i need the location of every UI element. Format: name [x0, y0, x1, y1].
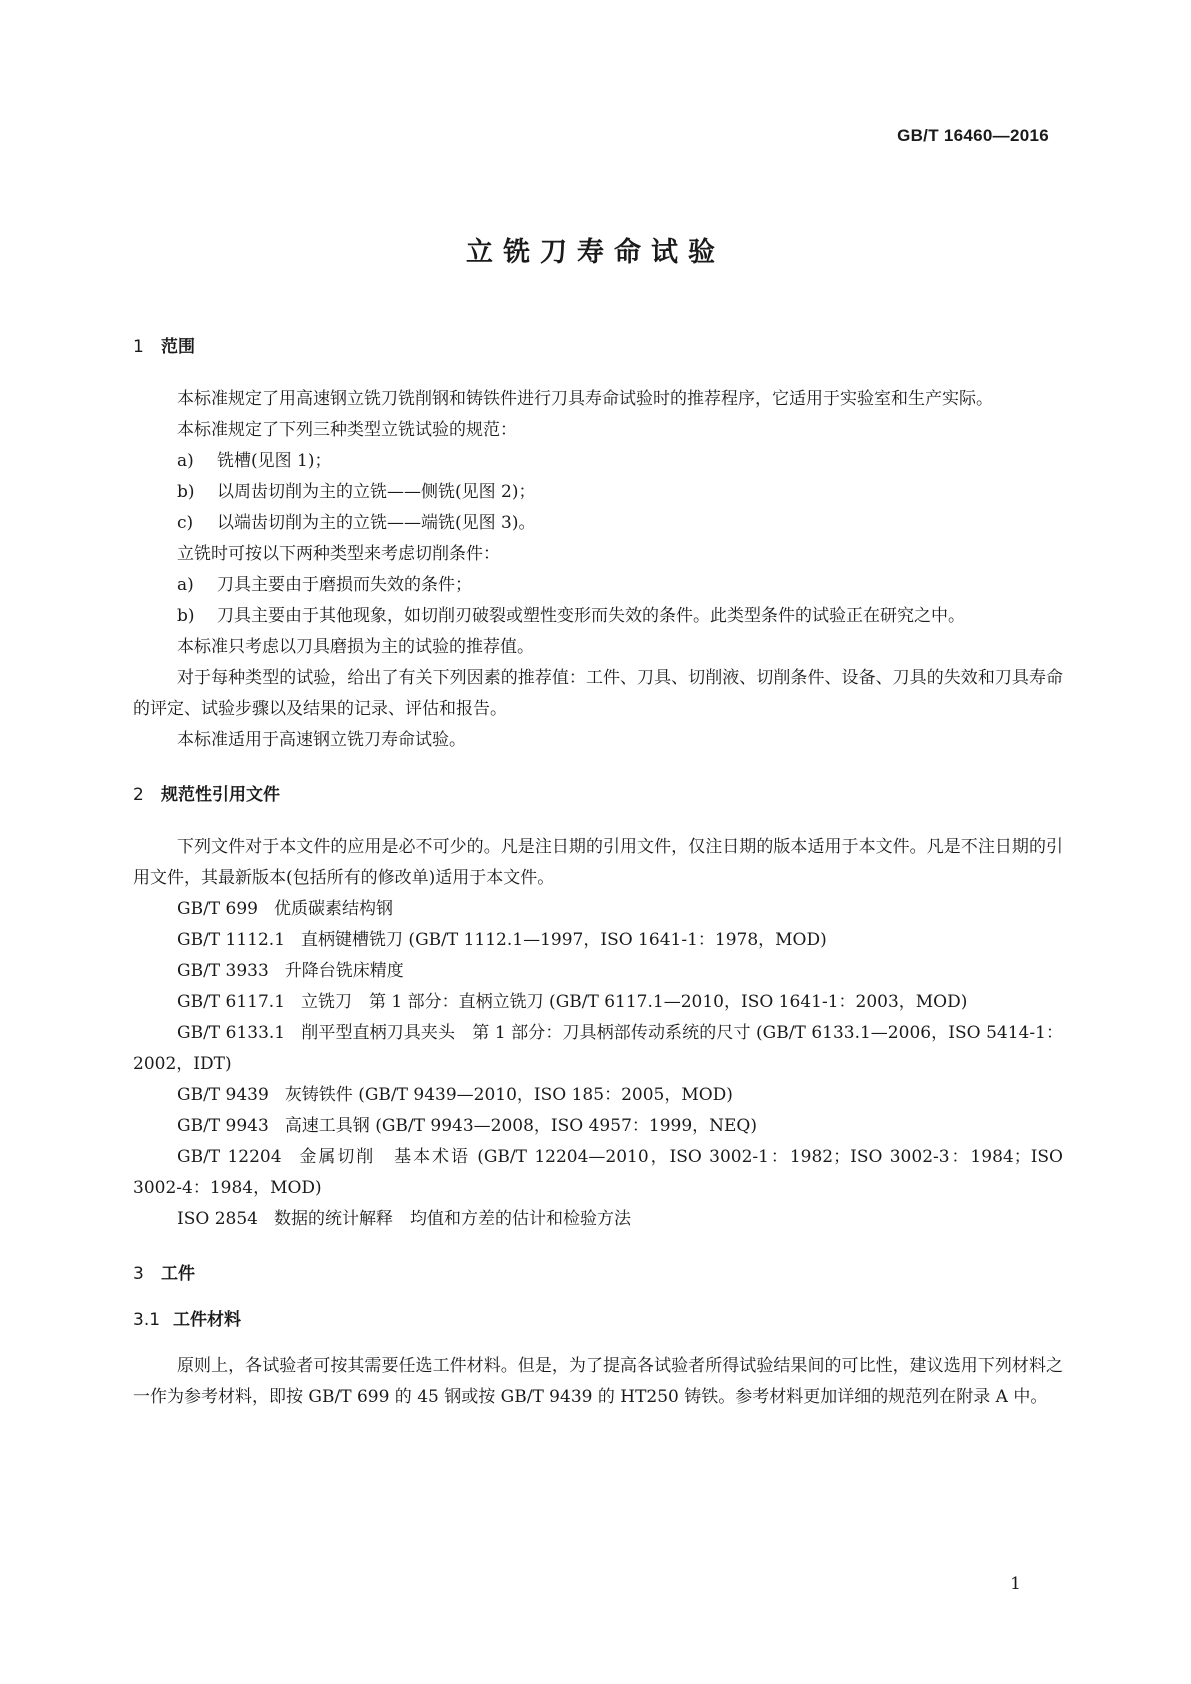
- reference-item: [133, 1018, 1063, 1080]
- reference-item: [133, 925, 1063, 956]
- subsection-title: 工件材料: [173, 1310, 241, 1330]
- reference-text: 高速工具钢 (GB/T 9943—2008，ISO 4957：1999，NEQ): [284, 1116, 758, 1136]
- list-marker: c): [177, 513, 194, 533]
- reference-text: 削平型直柄刀具夹头 第 1 部分：刀具柄部传动系统的尺寸 (GB/T 6133.1—2006，ISO 5414-1：2002，IDT): [133, 1023, 1063, 1074]
- list-marker: b): [177, 482, 195, 502]
- reference-code: GB/T 6133.1: [177, 1023, 286, 1043]
- subsection-3-1-heading: [133, 1303, 1063, 1337]
- list-item-text: 刀具主要由于磨损而失效的条件；: [217, 575, 472, 595]
- paragraph: 本标准规定了下列三种类型立铣试验的规范：: [177, 420, 517, 440]
- standard-code: GB/T 16460—2016: [897, 126, 1049, 145]
- list-item: [133, 446, 1063, 477]
- section-number: 1: [133, 337, 144, 357]
- reference-item: [133, 1204, 1063, 1235]
- section-title: 规范性引用文件: [161, 785, 280, 805]
- reference-text: 升降台铣床精度: [284, 961, 404, 981]
- reference-item: [133, 987, 1063, 1018]
- list-item: [133, 477, 1063, 508]
- section-1-heading: [133, 330, 1063, 364]
- reference-item: [133, 894, 1063, 925]
- reference-text: 数据的统计解释 均值和方差的估计和检验方法: [273, 1209, 631, 1229]
- section-3-heading: [133, 1257, 1063, 1291]
- reference-code: GB/T 12204: [177, 1147, 282, 1167]
- list-marker: b): [177, 606, 195, 626]
- reference-item: [133, 1142, 1063, 1204]
- reference-item: [133, 956, 1063, 987]
- paragraph: 本标准规定了用高速钢立铣刀铣削钢和铸铁件进行刀具寿命试验时的推荐程序，它适用于实验室和生产实际。: [177, 389, 993, 409]
- list-marker: a): [177, 575, 194, 595]
- reference-text: 直柄键槽铣刀 (GB/T 1112.1—1997，ISO 1641-1：1978，MOD): [301, 930, 827, 950]
- paragraph: 本标准只考虑以刀具磨损为主的试验的推荐值。: [177, 637, 534, 657]
- paragraph: 对于每种类型的试验，给出了有关下列因素的推荐值：工件、刀具、切削液、切削条件、设备、刀具的失效和刀具寿命的评定、试验步骤以及结果的记录、评估和报告。: [133, 668, 1063, 719]
- list-item-text: 以端齿切削为主的立铣——端铣(见图 3)。: [217, 513, 536, 533]
- reference-text: 立铣刀 第 1 部分：直柄立铣刀 (GB/T 6117.1—2010，ISO 1641-1：2003，MOD): [301, 992, 968, 1012]
- list-item-text: 以周齿切削为主的立铣——侧铣(见图 2)；: [217, 482, 536, 502]
- list-item: [133, 601, 1063, 632]
- reference-code: GB/T 9943: [177, 1116, 269, 1136]
- list-item: [133, 570, 1063, 601]
- reference-text: 优质碳素结构钢: [274, 899, 393, 919]
- list-item-text: 铣槽(见图 1)；: [217, 451, 332, 471]
- paragraph: 立铣时可按以下两种类型来考虑切削条件：: [177, 544, 500, 564]
- reference-code: GB/T 9439: [177, 1085, 269, 1105]
- paragraph: 原则上，各试验者可按其需要任选工件材料。但是，为了提高各试验者所得试验结果间的可比性，建议选用下列材料之一作为参考材料，即按 GB/T 699 的 45 钢或按 GB/T 9439 的 HT250 铸铁。参考材料更加详细的规范列在附录 A 中。: [133, 1356, 1063, 1407]
- document-body: [133, 330, 1063, 1413]
- reference-item: [133, 1111, 1063, 1142]
- reference-text: 金属切削 基本术语 (GB/T 12204—2010，ISO 3002-1：1982；ISO 3002-3：1984；ISO 3002-4：1984，MOD): [133, 1147, 1063, 1198]
- section-number: 3: [133, 1264, 144, 1284]
- page-number: 1: [1010, 1574, 1021, 1594]
- reference-code: GB/T 3933: [177, 961, 269, 981]
- document-title: 立铣刀寿命试验: [466, 237, 725, 268]
- section-number: 2: [133, 785, 144, 805]
- section-2-heading: [133, 778, 1063, 812]
- list-marker: a): [177, 451, 194, 471]
- reference-code: GB/T 6117.1: [177, 992, 286, 1012]
- paragraph: 本标准适用于高速钢立铣刀寿命试验。: [177, 730, 466, 750]
- reference-code: ISO 2854: [177, 1209, 258, 1229]
- section-title: 范围: [161, 337, 195, 357]
- list-item-text: 刀具主要由于其他现象，如切削刃破裂或塑性变形而失效的条件。此类型条件的试验正在研究之中。: [217, 606, 965, 626]
- reference-text: 灰铸铁件 (GB/T 9439—2010，ISO 185：2005，MOD): [284, 1085, 733, 1105]
- reference-code: GB/T 1112.1: [177, 930, 286, 950]
- reference-item: [133, 1080, 1063, 1111]
- reference-code: GB/T 699: [177, 899, 258, 919]
- paragraph: 下列文件对于本文件的应用是必不可少的。凡是注日期的引用文件，仅注日期的版本适用于本文件。凡是不注日期的引用文件，其最新版本(包括所有的修改单)适用于本文件。: [133, 837, 1063, 888]
- subsection-number: 3.1: [133, 1310, 161, 1330]
- section-title: 工件: [161, 1264, 195, 1284]
- list-item: [133, 508, 1063, 539]
